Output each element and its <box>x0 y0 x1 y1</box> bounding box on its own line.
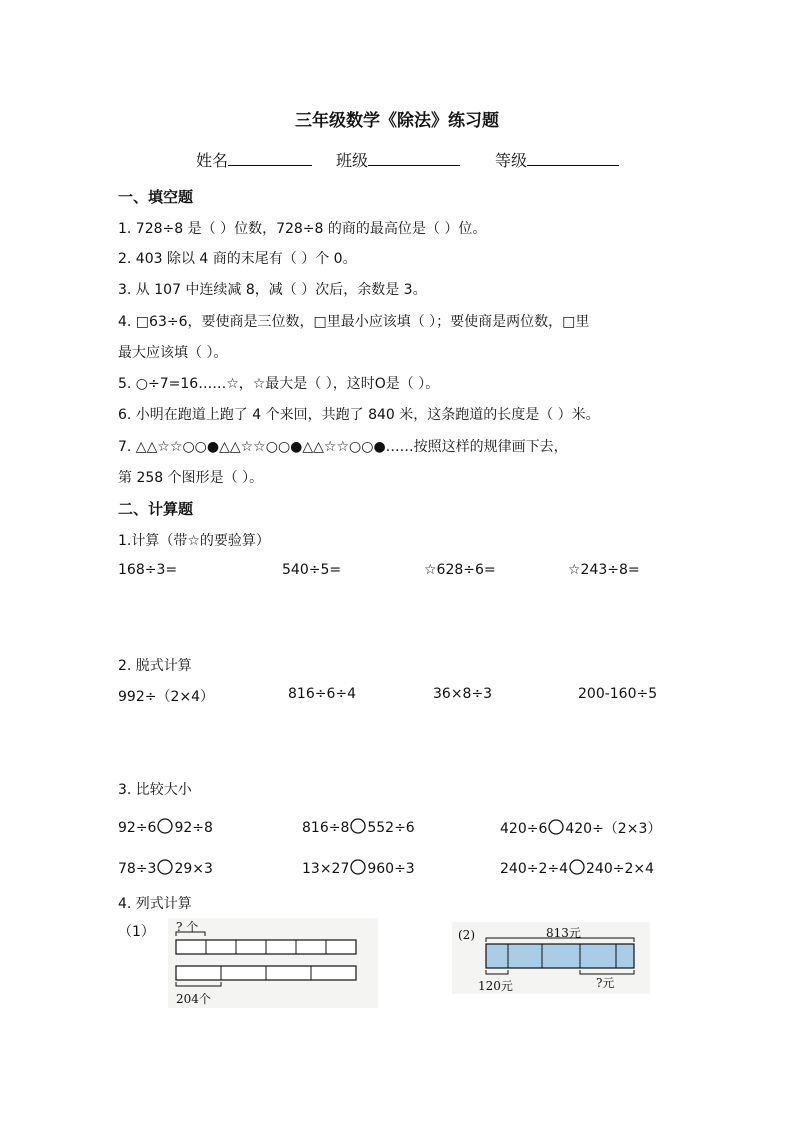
expression-item: 816÷6÷4 <box>288 686 356 702</box>
compare-right: 420÷（2×3） <box>565 821 662 837</box>
calc-item: ☆243÷8= <box>568 562 640 578</box>
compare-circle-icon[interactable] <box>350 818 366 834</box>
compare-right: 240÷2×4 <box>586 861 654 877</box>
left-brace <box>486 970 508 974</box>
question-4-continued: 最大应该填（ ）。 <box>118 345 228 361</box>
page-title: 三年级数学《除法》练习题 <box>295 111 499 131</box>
compare-item <box>302 859 415 877</box>
question-4: 4. □63÷6，要使商是三位数，□里最小应该填（ ）；要使商是两位数，□里 <box>118 314 590 330</box>
question-3: 3. 从 107 中连续减 8，减（ ）次后，余数是 3。 <box>118 282 427 298</box>
expression-item: 200-160÷5 <box>578 686 658 702</box>
question-2: 2. 403 除以 4 商的末尾有（ ）个 0。 <box>118 251 357 267</box>
calc-item: ☆628÷6= <box>424 562 496 578</box>
compare-circle-icon[interactable] <box>569 859 585 875</box>
compare-left: 13×27 <box>302 861 350 877</box>
class-field[interactable] <box>336 148 460 171</box>
calc-part2-label: 2. 脱式计算 <box>118 658 192 674</box>
question-7: 7. △△☆☆○○●△△☆☆○○●△△☆☆○○●……按照这样的规律画下去， <box>118 439 568 455</box>
compare-left: 78÷3 <box>118 861 157 877</box>
expression-item: 36×8÷3 <box>433 686 493 702</box>
compare-left: 240÷2÷4 <box>500 861 568 877</box>
compare-right: 92÷8 <box>174 820 213 836</box>
problem-1-index: （1） <box>118 924 155 940</box>
calc-item: 540÷5= <box>282 562 342 578</box>
compare-right: 552÷6 <box>367 820 415 836</box>
compare-item <box>118 818 213 836</box>
bottom-brace <box>176 982 221 986</box>
compare-left: 816÷8 <box>302 820 350 836</box>
question-5: 5. ○÷7=16……☆，☆最大是（ ），这时O是（ ）。 <box>118 376 440 392</box>
name-blank[interactable] <box>228 149 312 166</box>
compare-left: 92÷6 <box>118 820 157 836</box>
name-field[interactable] <box>196 148 312 171</box>
calc-part3-label: 3. 比较大小 <box>118 782 192 798</box>
calc-part1-label: 1.计算（带☆的要验算） <box>118 533 270 549</box>
section-fill-blank-heading: 一、填空题 <box>118 188 194 206</box>
grade-blank[interactable] <box>527 149 619 166</box>
expression-item: 992÷（2×4） <box>118 689 214 705</box>
compare-left: 420÷6 <box>500 821 548 837</box>
question-1: 1. 728÷8 是（ ）位数，728÷8 的商的最高位是（ ）位。 <box>118 221 487 237</box>
grade-field[interactable] <box>495 148 619 171</box>
question-7-continued: 第 258 个图形是（ ）。 <box>118 470 264 486</box>
compare-item <box>118 859 213 877</box>
compare-right: 29×3 <box>174 861 213 877</box>
calc-item: 168÷3= <box>118 562 178 578</box>
compare-right: 960÷3 <box>367 861 415 877</box>
problem-1-top-label: ? 个 <box>176 920 199 934</box>
problem-2-top-label: 813元 <box>546 926 581 940</box>
compare-circle-icon[interactable] <box>157 859 173 875</box>
problem-1-bottom-label: 204个 <box>176 992 211 1006</box>
name-label: 姓名 <box>196 151 229 170</box>
section-calculation-heading: 二、计算题 <box>118 500 194 518</box>
class-blank[interactable] <box>368 149 460 166</box>
compare-circle-icon[interactable] <box>548 819 564 835</box>
problem-2-left-label: 120元 <box>478 979 513 993</box>
compare-circle-icon[interactable] <box>157 818 173 834</box>
compare-item <box>302 818 415 836</box>
compare-item <box>500 818 661 838</box>
grade-label: 等级 <box>495 151 528 170</box>
class-label: 班级 <box>336 151 369 170</box>
compare-circle-icon[interactable] <box>350 859 366 875</box>
calc-part4-label: 4. 列式计算 <box>118 896 192 912</box>
problem-2-right-label: ?元 <box>596 976 615 990</box>
compare-item <box>500 859 654 877</box>
question-6: 6. 小明在跑道上跑了 4 个来回，共跑了 840 米，这条跑道的长度是（ ）米。 <box>118 407 600 423</box>
problem-2-index: (2) <box>458 928 475 942</box>
